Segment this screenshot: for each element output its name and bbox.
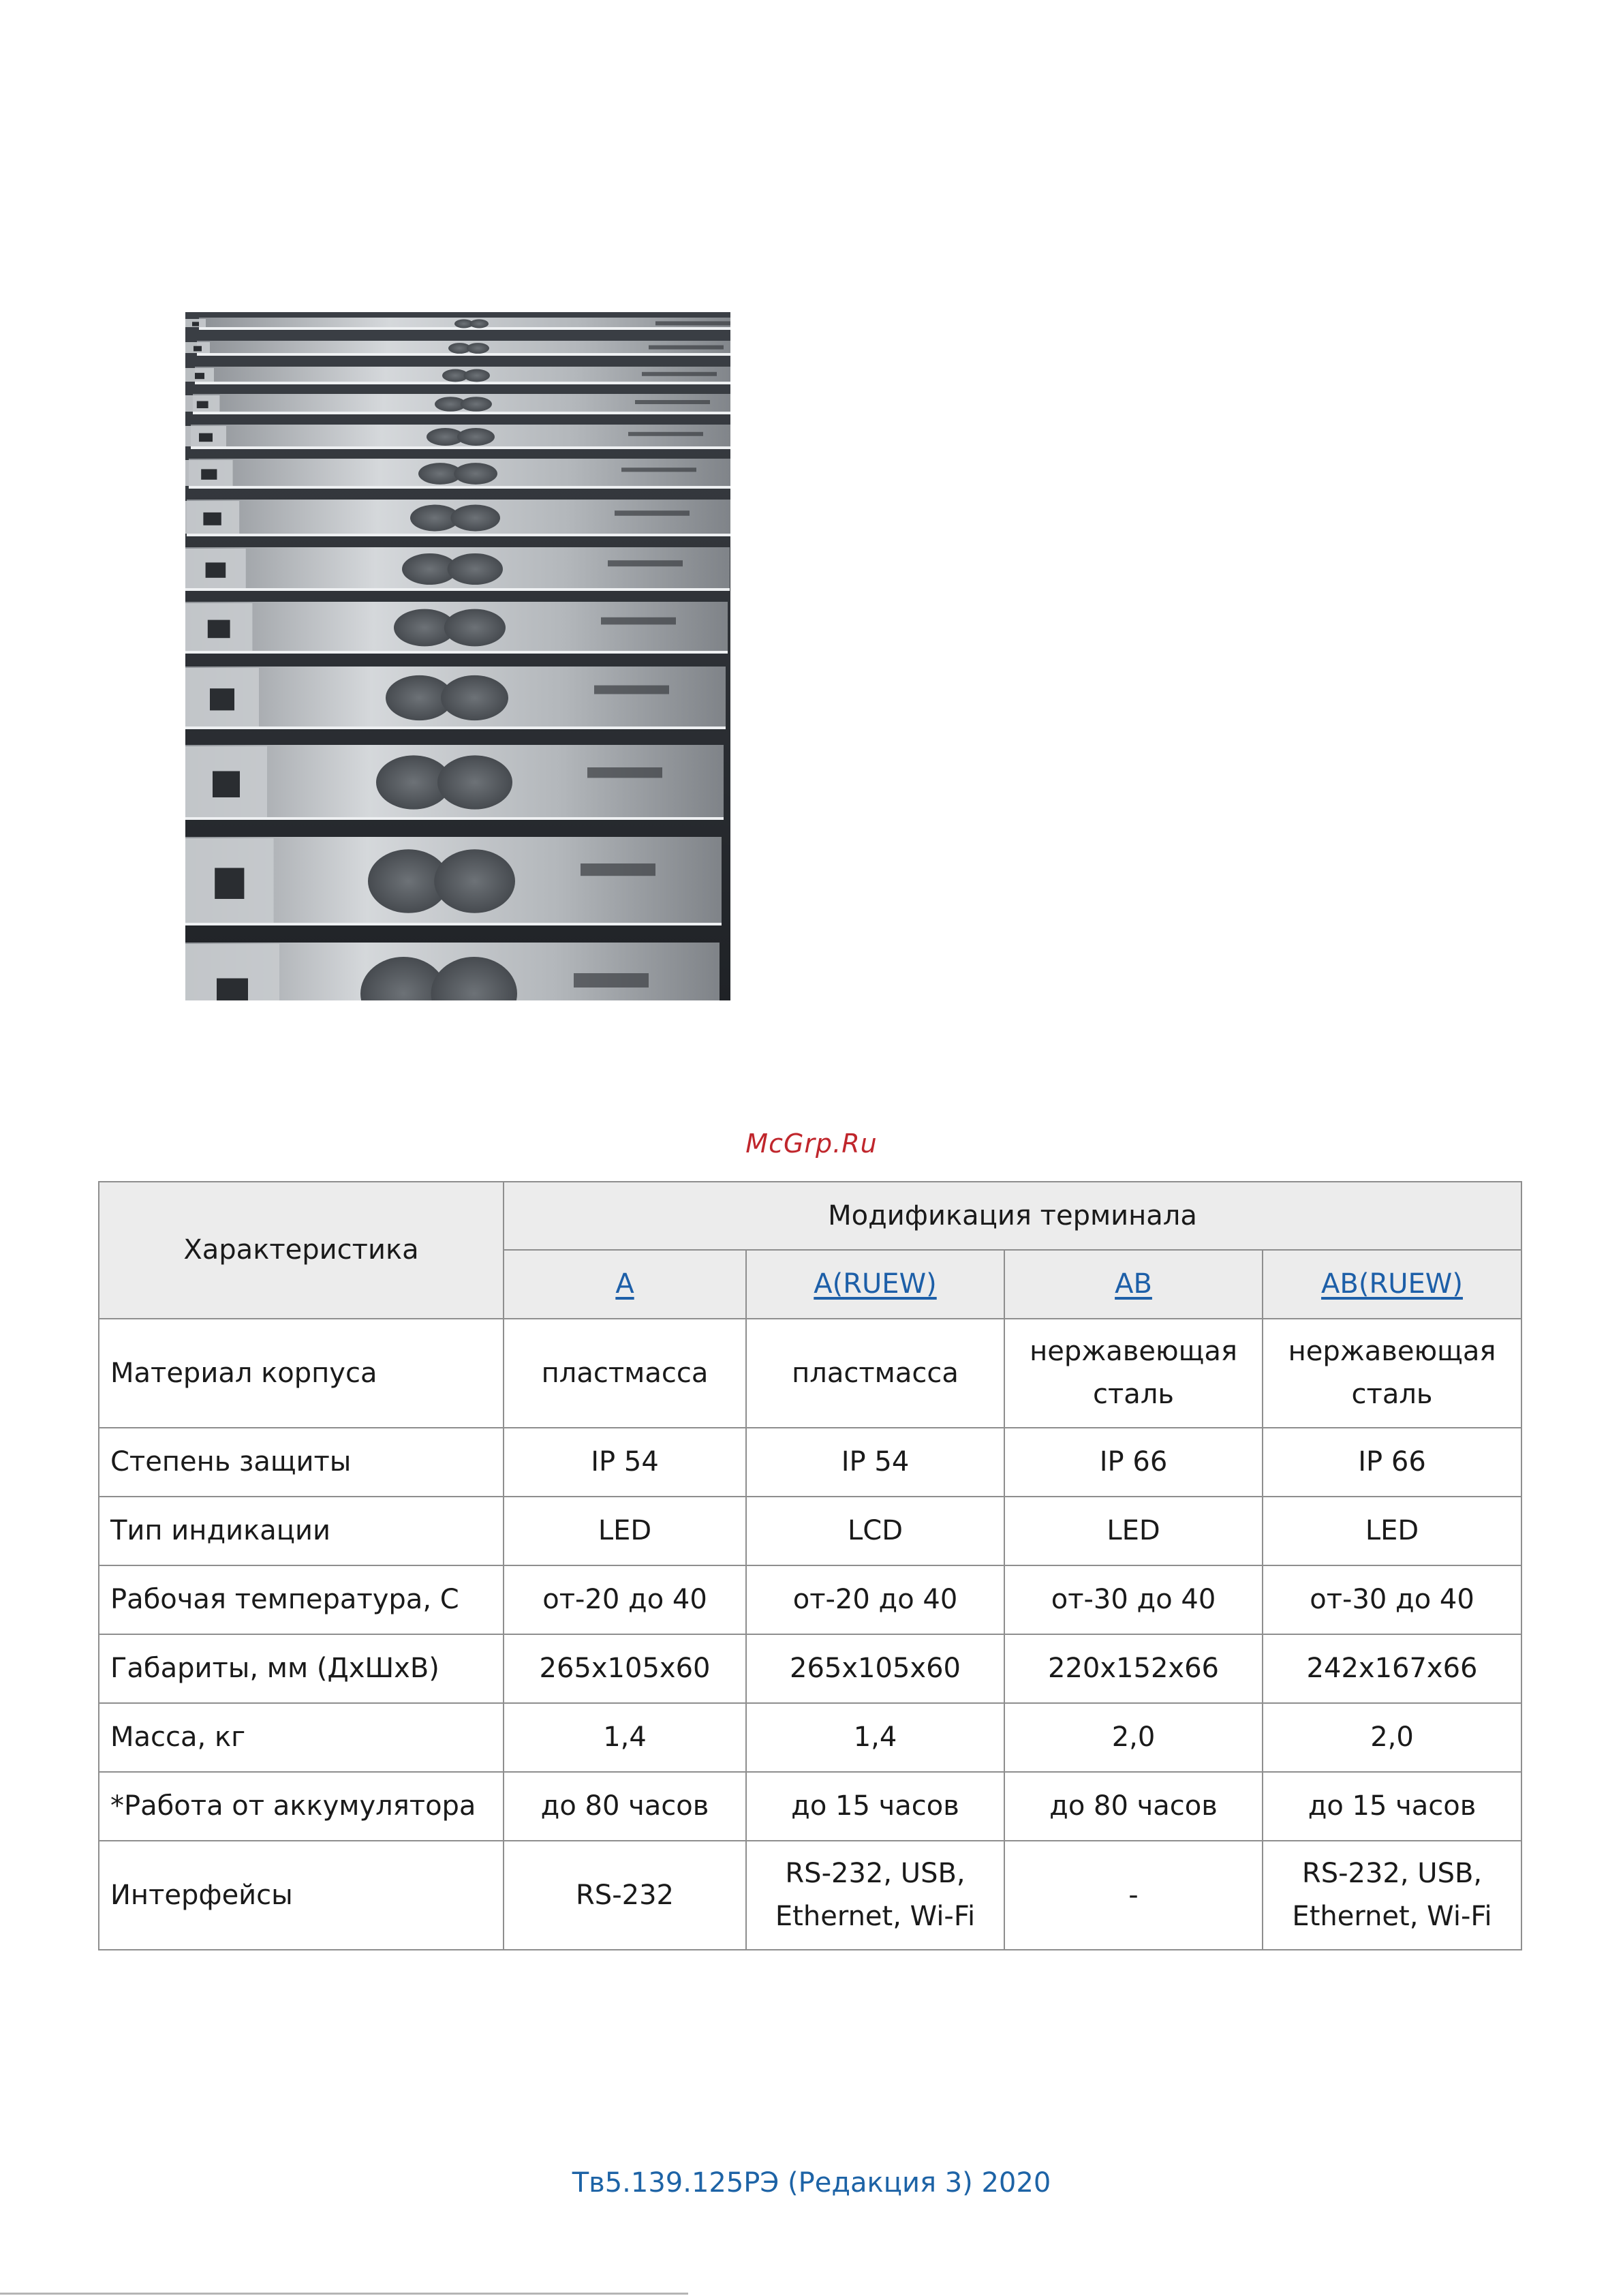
load-cell-bar: [185, 367, 730, 384]
value-cell: нержавеющая сталь: [1263, 1319, 1521, 1428]
modification-1-cell: [746, 1250, 1004, 1319]
value-cell: IP 54: [504, 1428, 746, 1497]
modification-link[interactable]: A(RUEW): [814, 1268, 937, 1300]
value-cell: пластмасса: [746, 1319, 1004, 1428]
value-cell: до 80 часов: [1004, 1772, 1263, 1841]
load-cell-bar: [185, 394, 730, 414]
load-cell-bar: [185, 602, 728, 654]
value-cell: IP 66: [1263, 1428, 1521, 1497]
value-cell: до 15 часов: [746, 1772, 1004, 1841]
load-cell-bar: [185, 667, 726, 729]
value-cell: от-20 до 40: [504, 1565, 746, 1634]
table-row: [99, 1319, 1521, 1428]
value-cell: 265x105x60: [746, 1634, 1004, 1703]
modification-link[interactable]: A: [615, 1268, 634, 1300]
table-row: [99, 1703, 1521, 1772]
value-cell: LCD: [746, 1497, 1004, 1565]
table-row: [99, 1841, 1521, 1950]
load-cell-bar: [185, 547, 730, 591]
modification-link[interactable]: AB: [1115, 1268, 1152, 1300]
load-cell-bar: [185, 837, 722, 925]
value-cell: от-20 до 40: [746, 1565, 1004, 1634]
value-cell: 2,0: [1004, 1703, 1263, 1772]
table-row: [99, 1772, 1521, 1841]
row-label: Интерфейсы: [99, 1841, 504, 1950]
load-cell-bar: [185, 341, 730, 356]
value-cell: 265x105x60: [504, 1634, 746, 1703]
row-label: Рабочая температура, С: [99, 1565, 504, 1634]
value-cell: IP 66: [1004, 1428, 1263, 1497]
load-cell-bar: [185, 459, 730, 489]
row-label: Габариты, мм (ДхШхВ): [99, 1634, 504, 1703]
modification-0-cell: [504, 1250, 746, 1319]
table-row: [99, 1428, 1521, 1497]
load-cells-photo: [185, 312, 730, 1000]
table-row: [99, 1634, 1521, 1703]
value-cell: RS-232: [504, 1841, 746, 1950]
modification-3-cell: [1263, 1250, 1521, 1319]
table-row: [99, 1497, 1521, 1565]
value-cell: 1,4: [504, 1703, 746, 1772]
table-row: [99, 1565, 1521, 1634]
value-cell: от-30 до 40: [1004, 1565, 1263, 1634]
bottom-rule: [0, 2293, 688, 2295]
document-footer: Тв5.139.125РЭ (Редакция 3) 2020: [572, 2167, 1051, 2199]
watermark: McGrp.Ru: [745, 1129, 878, 1159]
load-cell-bar: [185, 318, 730, 330]
row-label: Степень защиты: [99, 1428, 504, 1497]
header-characteristic: Характеристика: [99, 1182, 504, 1319]
row-label: Материал корпуса: [99, 1319, 504, 1428]
modification-2-cell: [1004, 1250, 1263, 1319]
value-cell: 1,4: [746, 1703, 1004, 1772]
load-cell-bar: [185, 500, 730, 536]
row-label: *Работа от аккумулятора: [99, 1772, 504, 1841]
modification-link[interactable]: AB(RUEW): [1321, 1268, 1463, 1300]
row-label: Тип индикации: [99, 1497, 504, 1565]
specifications-table: [98, 1181, 1522, 1950]
value-cell: LED: [1263, 1497, 1521, 1565]
value-cell: до 15 часов: [1263, 1772, 1521, 1841]
row-label: Масса, кг: [99, 1703, 504, 1772]
value-cell: от-30 до 40: [1263, 1565, 1521, 1634]
header-modification: Модификация терминала: [504, 1182, 1521, 1250]
value-cell: 242x167x66: [1263, 1634, 1521, 1703]
value-cell: RS-232, USB, Ethernet, Wi-Fi: [746, 1841, 1004, 1950]
load-cell-bar: [185, 943, 720, 1000]
value-cell: -: [1004, 1841, 1263, 1950]
value-cell: нержавеющая сталь: [1004, 1319, 1263, 1428]
load-cell-bar: [185, 745, 724, 820]
value-cell: RS-232, USB, Ethernet, Wi-Fi: [1263, 1841, 1521, 1950]
load-cell-bar: [185, 425, 730, 449]
value-cell: 2,0: [1263, 1703, 1521, 1772]
value-cell: 220x152x66: [1004, 1634, 1263, 1703]
value-cell: пластмасса: [504, 1319, 746, 1428]
value-cell: LED: [504, 1497, 746, 1565]
load-cells-illustration: [185, 312, 730, 1000]
value-cell: IP 54: [746, 1428, 1004, 1497]
value-cell: LED: [1004, 1497, 1263, 1565]
value-cell: до 80 часов: [504, 1772, 746, 1841]
